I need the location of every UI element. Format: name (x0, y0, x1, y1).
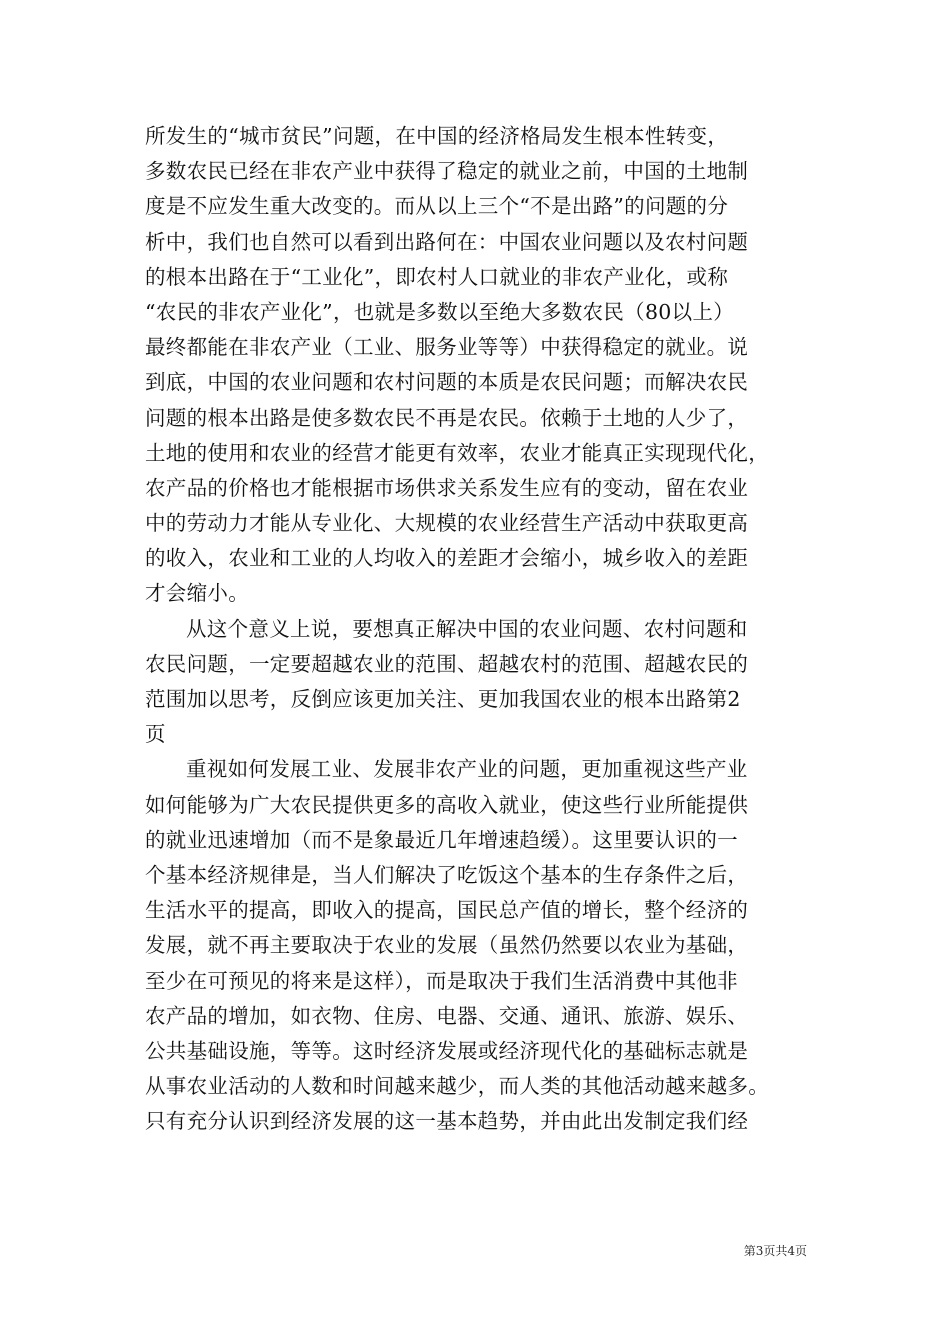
text-line: 从事农业活动的人数和时间越来越少，而人类的其他活动越来越多。 (145, 1074, 769, 1099)
text-line: 范围加以思考，反倒应该更加关注、更加我国农业的根本出路第2 (145, 687, 741, 711)
text-line: 中的劳动力才能从专业化、大规模的农业经营生产活动中获取更高 (145, 511, 749, 536)
text-line: 至少在可预见的将来是这样），而是取决于我们生活消费中其他非 (145, 968, 738, 993)
text-line: 只有充分认识到经济发展的这一基本趋势，并由此出发制定我们经 (145, 1109, 749, 1134)
text-line: 到底，中国的农业问题和农村问题的本质是农民问题；而解决农民 (145, 370, 749, 395)
text-line: 最终都能在非农产业（工业、服务业等等）中获得稳定的就业。说 (145, 335, 749, 360)
text-line: 重视如何发展工业、发展非农产业的问题，更加重视这些产业 (186, 757, 748, 782)
text-line: 析中，我们也自然可以看到出路何在：中国农业问题以及农村问题 (145, 229, 749, 254)
text-line: 如何能够为广大农民提供更多的高收入就业，使这些行业所能提供 (145, 792, 749, 817)
text-line: 的收入，农业和工业的人均收入的差距才会缩小，城乡收入的差距 (145, 546, 749, 571)
text-line: 从这个意义上说，要想真正解决中国的农业问题、农村问题和 (186, 616, 748, 641)
text-line: 所发生的“城市贫民”问题，在中国的经济格局发生根本性转变， (145, 124, 729, 148)
text-line: 农产品的增加，如衣物、住房、电器、交通、通讯、旅游、娱乐、 (145, 1003, 749, 1028)
text-line: 页 (145, 722, 166, 747)
text-line: 个基本经济规律是，当人们解决了吃饭这个基本的生存条件之后， (145, 862, 749, 887)
text-line: 公共基础设施，等等。这时经济发展或经济现代化的基础标志就是 (145, 1038, 749, 1063)
page-number-footer: 第3页共4页 (743, 1244, 807, 1258)
text-line: 多数农民已经在非农产业中获得了稳定的就业之前，中国的土地制 (145, 159, 749, 184)
text-line: 土地的使用和农业的经营才能更有效率，农业才能真正实现现代化， (145, 440, 769, 465)
text-line: 的根本出路在于“工业化”，即农村人口就业的非农产业化，或称 (145, 264, 729, 289)
text-line: 生活水平的提高，即收入的提高，国民总产值的增长，整个经济的 (145, 898, 749, 923)
text-line: 问题的根本出路是使多数农民不再是农民。依赖于土地的人少了， (145, 405, 749, 430)
text-line: 度是不应发生重大改变的。而从以上三个“不是出路”的问题的分 (145, 194, 729, 219)
text-line: 农民问题，一定要超越农业的范围、超越农村的范围、超越农民的 (145, 651, 749, 676)
text-line: “农民的非农产业化”，也就是多数以至绝大多数农民（80以上） (145, 299, 735, 324)
text-line: 农产品的价格也才能根据市场供求关系发生应有的变动，留在农业 (145, 475, 749, 500)
text-line: 才会缩小。 (145, 581, 249, 606)
text-line: 发展，就不再主要取决于农业的发展（虽然仍然要以农业为基础， (145, 933, 749, 958)
document-body (145, 119, 805, 1139)
text-line: 的就业迅速增加（而不是象最近几年增速趋缓）。这里要认识的一 (145, 827, 738, 852)
